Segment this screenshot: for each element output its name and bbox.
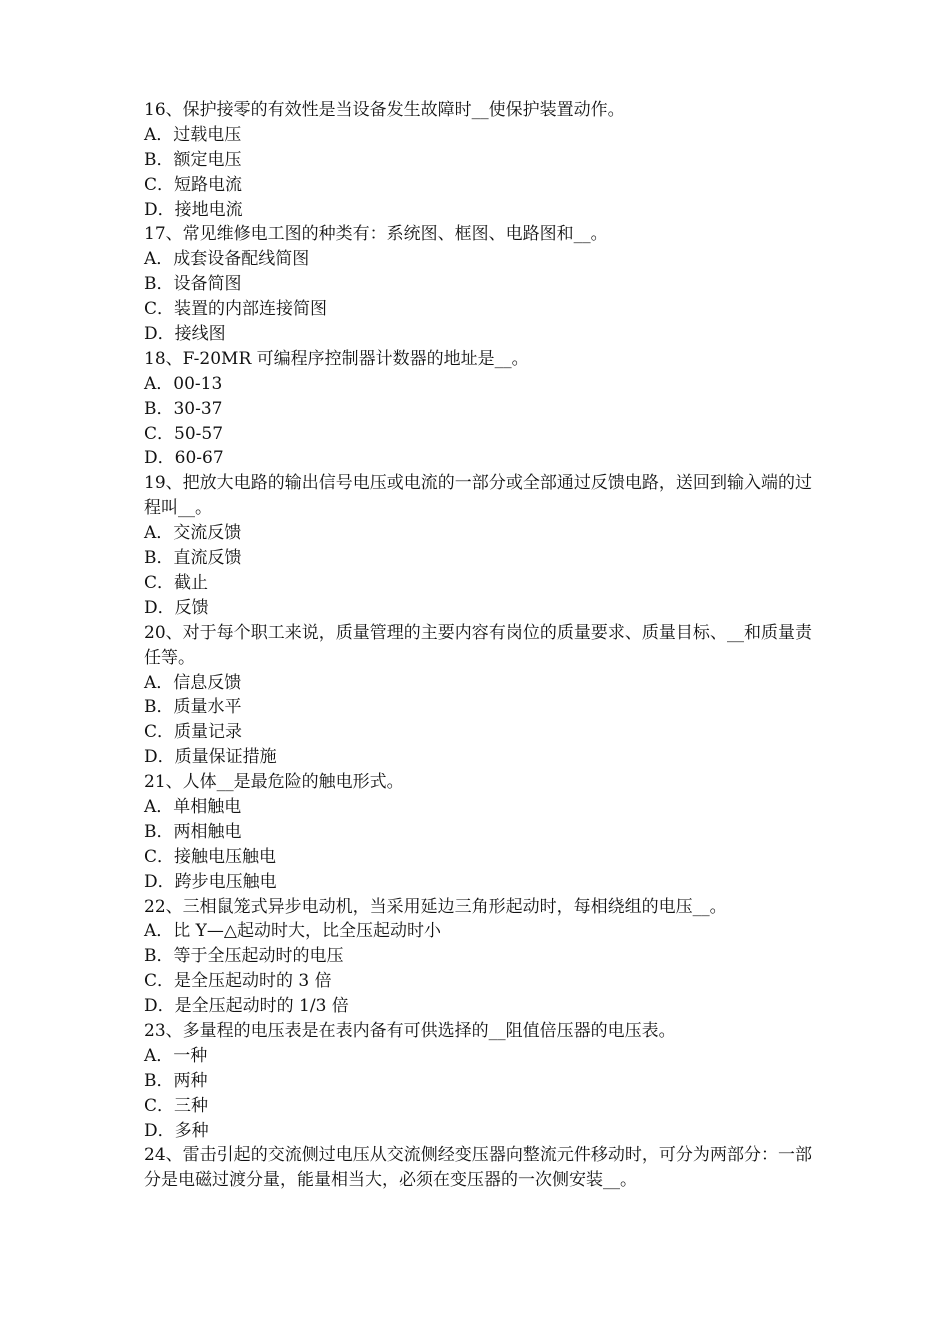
option-b: B．直流反馈: [144, 548, 242, 569]
option-a: A．成套设备配线简图: [144, 249, 310, 270]
option-a: A．00-13: [144, 373, 223, 394]
question-20: [144, 621, 812, 770]
question-stem: 20、对于每个职工来说，质量管理的主要内容有岗位的质量要求、质量目标、__和质量责任等。: [144, 622, 812, 668]
option-a: A．一种: [144, 1045, 208, 1066]
option-c: C．截止: [144, 572, 209, 593]
option-b: B．30-37: [144, 398, 223, 419]
question-22: [144, 895, 812, 1019]
question-19: [144, 471, 812, 620]
option-a: A．过载电压: [144, 124, 242, 145]
option-c: C．接触电压触电: [144, 846, 277, 867]
option-c: C．是全压起动时的 3 倍: [144, 971, 332, 992]
option-a: A．单相触电: [144, 797, 242, 817]
question-list: [144, 98, 812, 1193]
option-c: C．三种: [144, 1095, 209, 1116]
option-d: D．接地电流: [144, 199, 243, 220]
option-d: D．反馈: [144, 597, 209, 618]
question-stem: 23、多量程的电压表是在表内备有可供选择的__阻值倍压器的电压表。: [144, 1021, 676, 1042]
option-d: D．是全压起动时的 1/3 倍: [144, 996, 349, 1017]
option-c: C．质量记录: [144, 722, 243, 743]
option-b: B．质量水平: [144, 697, 242, 718]
question-stem: 17、常见维修电工图的种类有：系统图、框图、电路图和__。: [144, 224, 608, 245]
question-stem: 19、把放大电路的输出信号电压或电流的一部分或全部通过反馈电路，送回到输入端的过程叫__。: [144, 473, 812, 519]
option-c: C．50-57: [144, 423, 224, 444]
option-b: B．两相触电: [144, 821, 242, 842]
question-stem: 16、保护接零的有效性是当设备发生故障时__使保护装置动作。: [144, 100, 625, 120]
question-stem: 18、F-20MR 可编程序控制器计数器的地址是__。: [144, 348, 529, 369]
question-16: [144, 98, 812, 222]
question-stem: 24、雷击引起的交流侧过电压从交流侧经变压器向整流元件移动时，可分为两部分：一部分是电磁过渡分量，能量相当大，必须在变压器的一次侧安装__。: [144, 1145, 812, 1191]
option-d: D．跨步电压触电: [144, 871, 277, 892]
question-24: [144, 1143, 812, 1193]
option-c: C．装置的内部连接简图: [144, 299, 328, 320]
option-b: B．两种: [144, 1070, 208, 1091]
option-a: A．比 Y—△起动时大，比全压起动时小: [144, 921, 441, 942]
option-c: C．短路电流: [144, 174, 243, 195]
question-23: [144, 1019, 812, 1143]
option-d: D．质量保证措施: [144, 747, 277, 768]
question-stem: 21、人体__是最危险的触电形式。: [144, 772, 404, 793]
option-d: D．接线图: [144, 324, 226, 345]
option-a: A．交流反馈: [144, 523, 242, 544]
option-d: D．60-67: [144, 448, 224, 469]
option-b: B．等于全压起动时的电压: [144, 946, 344, 967]
question-21: [144, 770, 812, 894]
option-a: A．信息反馈: [144, 672, 242, 693]
question-18: [144, 347, 812, 471]
question-stem: 22、三相鼠笼式异步电动机，当采用延边三角形起动时，每相绕组的电压__。: [144, 896, 727, 917]
option-b: B．设备简图: [144, 274, 242, 295]
option-d: D．多种: [144, 1120, 209, 1141]
question-17: [144, 222, 812, 346]
option-b: B．额定电压: [144, 149, 242, 170]
